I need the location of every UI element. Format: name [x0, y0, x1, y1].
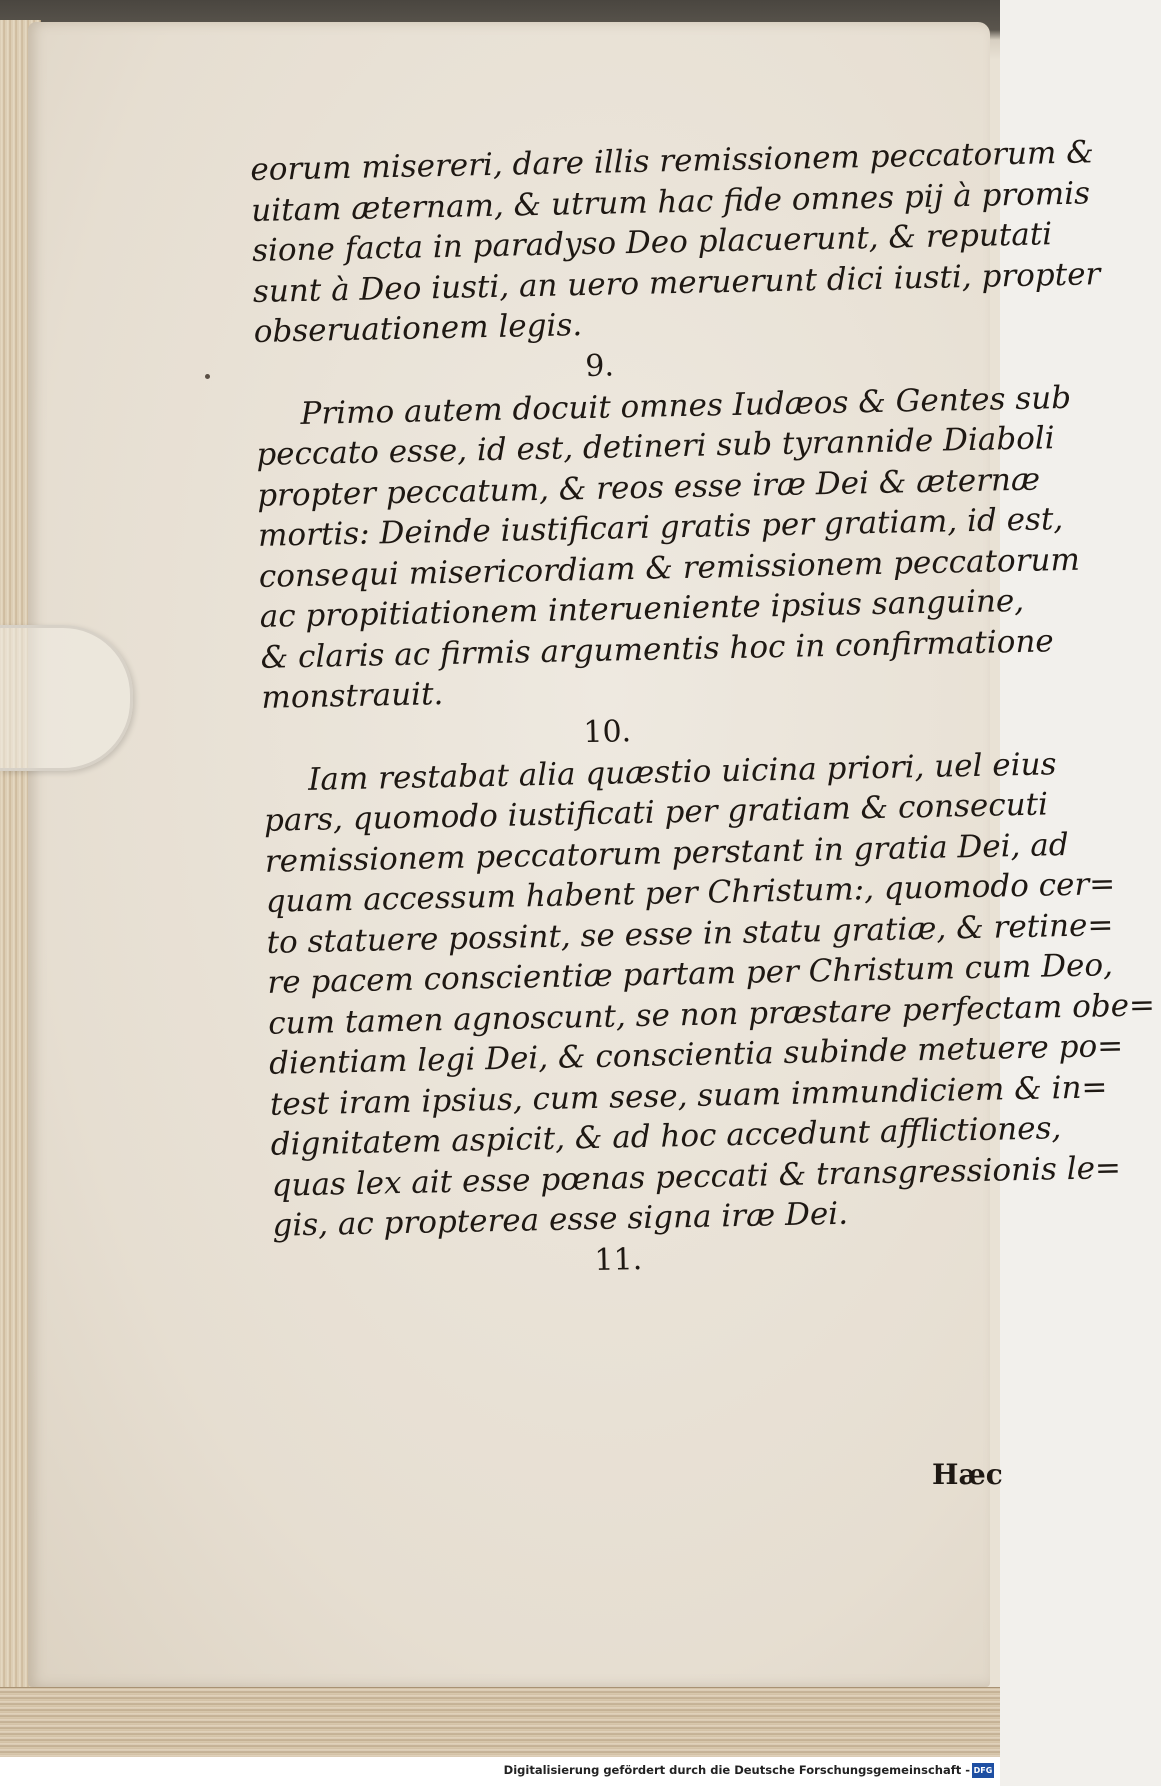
dfg-logo: DFG	[972, 1763, 994, 1778]
text-line: to statuere possint, se esse in statu gratiæ, & retine=	[266, 906, 1114, 961]
text-line: cum tamen agnoscunt, se non præstare perfectam obe=	[267, 986, 1156, 1042]
text-line: & claris ac firmis argumentis hoc in confirmatione	[260, 622, 1055, 676]
section-number-11: 11.	[594, 1241, 643, 1278]
text-line: quas lex ait esse pœnas peccati & transgressionis le=	[271, 1149, 1122, 1204]
text-line: remissionem peccatorum perstant in gratia Dei, ad	[264, 826, 1069, 880]
text-line: pars, quomodo iustificati per gratiam & consecuti	[263, 786, 1049, 839]
text-line: propter peccatum, & reos esse iræ Dei & æternæ	[256, 461, 1041, 514]
text-line: consequi misericordiam & remissionem peccatorum	[258, 541, 1081, 595]
digitization-footer	[0, 1757, 1000, 1786]
ink-spot	[205, 374, 210, 379]
text-line: re pacem conscientiæ partam per Christum cum Deo,	[267, 947, 1114, 1001]
text-line: mortis: Deinde iustificari gratis per gratiam, id est,	[257, 501, 1064, 554]
text-line: Iam restabat alia quæstio uicina priori, uel eius	[307, 745, 1057, 798]
text-line: obseruationem legis.	[253, 307, 583, 350]
text-line: monstrauit.	[261, 676, 444, 716]
section-number-9: 9.	[584, 347, 615, 384]
text-line: gis, ac propterea esse signa iræ Dei.	[272, 1195, 849, 1244]
text-line: Primo autem docuit omnes Iudæos & Gentes sub	[300, 379, 1072, 432]
text-line: test iram ipsius, cum sese, suam immundiciem & in=	[269, 1068, 1108, 1123]
catchword: Hæc	[932, 1458, 1003, 1491]
funding-credit: Digitalisierung gefördert durch die Deutsche Forschungsgemeinschaft -	[503, 1763, 970, 1777]
book-bottom-edge	[0, 1687, 1000, 1758]
page-holder-clip	[0, 625, 133, 771]
text-line: ac propitiationem interueniente ipsius sanguine,	[259, 582, 1025, 635]
text-line: eorum misereri, dare illis remissionem peccatorum &	[250, 134, 1095, 188]
text-line: dientiam legi Dei, & conscientia subinde metuere po=	[268, 1027, 1124, 1082]
section-number-10: 10.	[583, 713, 632, 750]
text-line: peccato esse, id est, detineri sub tyrannide Diaboli	[256, 420, 1055, 473]
text-line: dignitatem aspicit, & ad hoc accedunt afflictiones,	[270, 1110, 1062, 1163]
text-line: sunt à Deo iusti, an uero meruerunt dici iusti, propter	[252, 255, 1101, 310]
text-line: sione facta in paradyso Deo placuerunt, & reputati	[251, 216, 1053, 269]
text-line: uitam æternam, & utrum hac fide omnes pij à promis	[250, 174, 1091, 229]
text-line: quam accessum habent per Christum:, quomodo cer=	[265, 866, 1116, 920]
page-text	[250, 134, 1156, 1289]
